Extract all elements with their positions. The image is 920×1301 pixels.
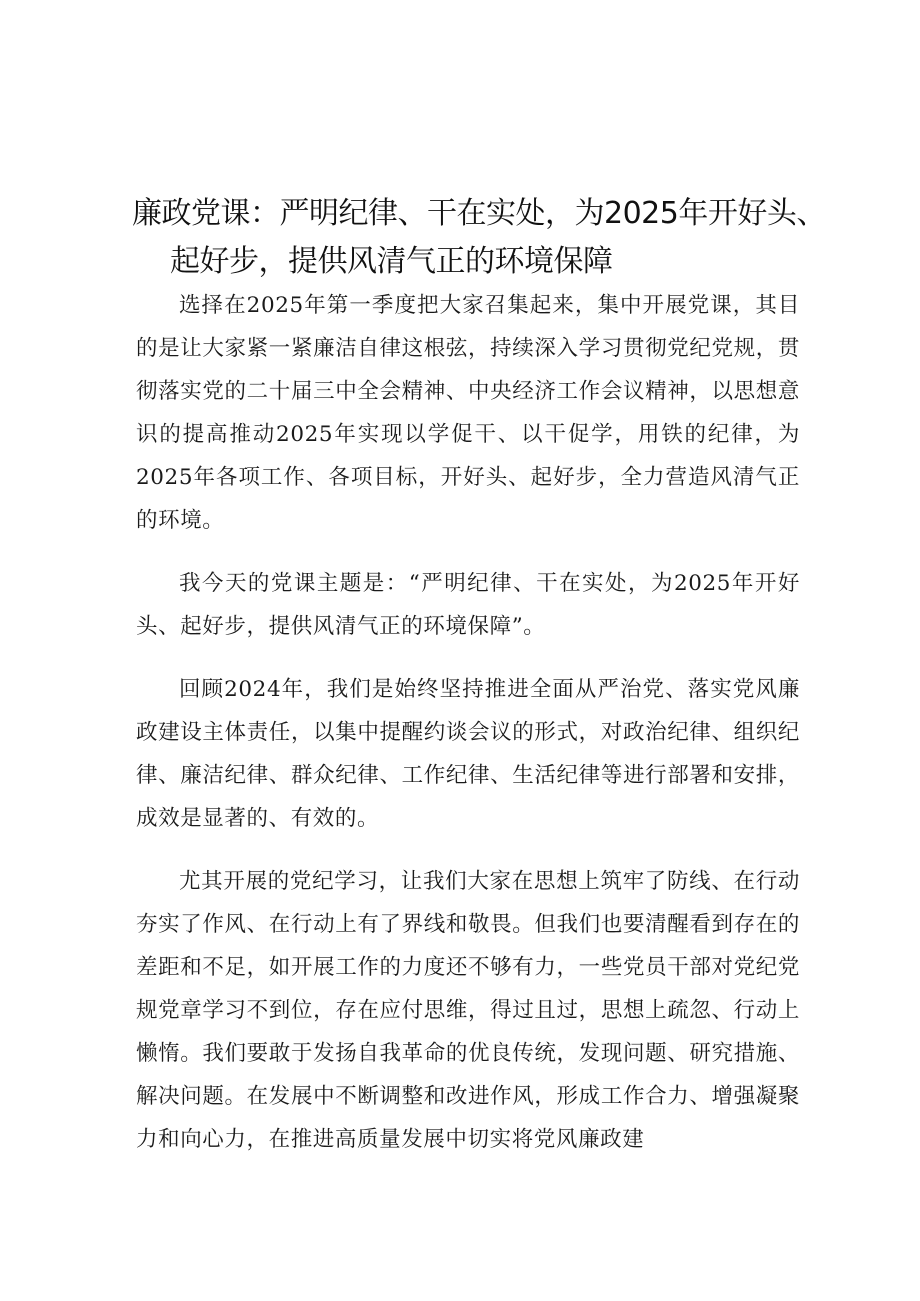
paragraph-3: 回顾2024年，我们是始终坚持推进全面从严治党、落实党风廉政建设主体责任，以集中提醒约谈会议的形式，对政治纪律、组织纪律、廉洁纪律、群众纪律、工作纪律、生活纪律等进行部署和安排，成效是显著的、有效的。 [136,677,800,831]
title-line-2: 起好步，提供风清气正的环境保障 [170,244,613,279]
paragraph-2: 我今天的党课主题是：“严明纪律、干在实处，为2025年开好头、起好步，提供风清气正的环境保障”。 [136,571,800,639]
document-title [132,190,826,286]
title-line-1: 廉政党课：严明纪律、干在实处，为2025年开好头、 [132,196,826,231]
paragraph-4: 尤其开展的党纪学习，让我们大家在思想上筑牢了防线、在行动夯实了作风、在行动上有了界线和敬畏。但我们也要清醒看到存在的差距和不足，如开展工作的力度还不够有力，一些党员干部对党纪党规党章学习不到位，存在应付思维，得过且过，思想上疏忽、行动上懒惰。我们要敢于发扬自我革命的优良传统，发现问题、研究措施、解决问题。在发展中不断调整和改进作风，形成工作合力、增强凝聚力和向心力，在推进高质量发展中切实将党风廉政建 [136,869,800,1152]
document-body [136,284,800,1181]
paragraph-1: 选择在2025年第一季度把大家召集起来，集中开展党课，其目的是让大家紧一紧廉洁自律这根弦，持续深入学习贯彻党纪党规，贯彻落实党的二十届三中全会精神、中央经济工作会议精神，以思想意识的提高推动2025年实现以学促干、以干促学，用铁的纪律，为2025年各项工作、各项目标，开好头、起好步，全力营造风清气正的环境。 [136,293,800,533]
